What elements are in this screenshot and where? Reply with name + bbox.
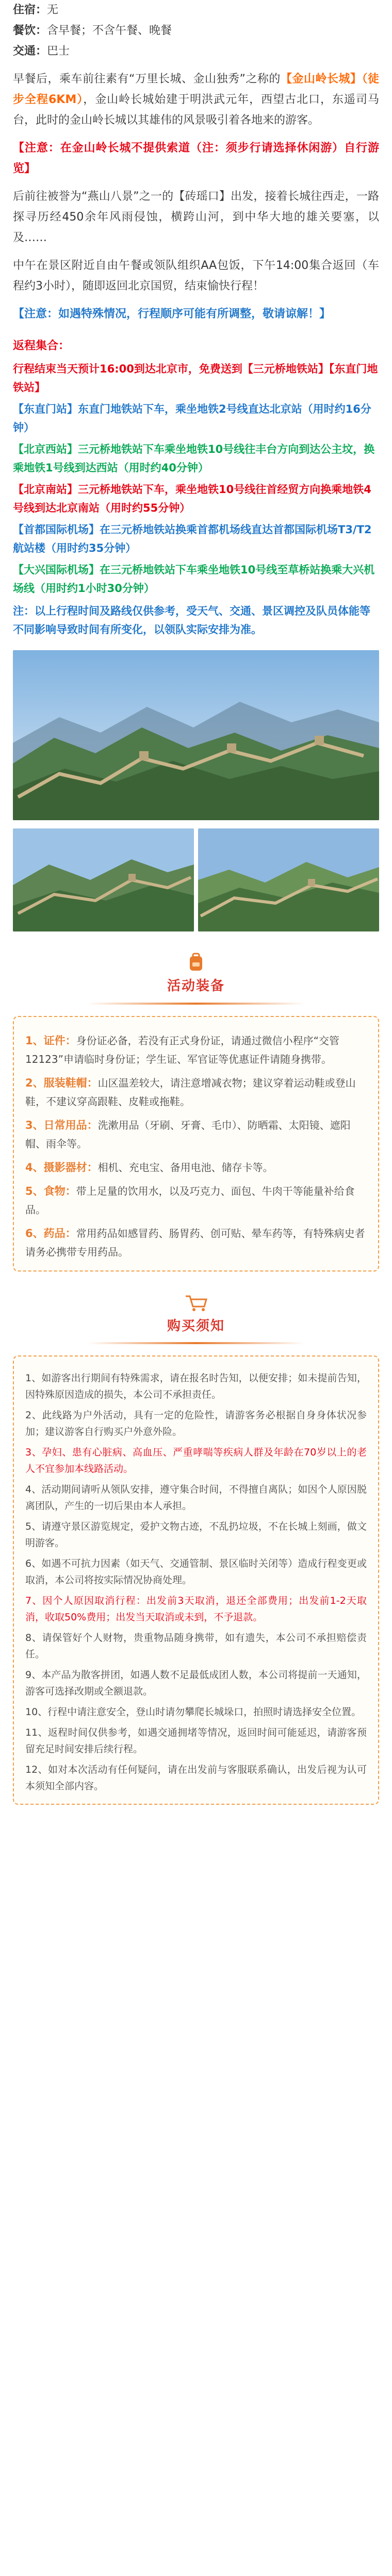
return-notice-tip: 注：以上行程时间及路线仅供参考，受天气、交通、景区调控及队员体能等不同影响导致时间有所变化，以领队实际安排为准。 [13,605,370,636]
prep-item-text: 洗漱用品（牙刷、牙膏、毛巾）、防晒霜、太阳镜、遮阳帽、雨伞等。 [25,1118,351,1150]
rule-item: 8、请保管好个人财物，贵重物品随身携带，如有遗失，本公司不承担赔偿责任。 [25,1632,367,1660]
prep-item-label: 4、摄影器材： [25,1161,98,1174]
prep-item-label: 5、食物： [25,1184,76,1197]
prep-item [25,1116,367,1153]
rule-item: 10、行程中请注意安全，登山时请勿攀爬长城垛口，拍照时请选择安全位置。 [25,1706,362,1718]
info-lodging [13,0,379,21]
info-meals-value: 含早餐；不含午餐、晚餐 [47,24,172,37]
rule-item: 7、因个人原因取消行程：出发前3天取消，退还全部费用；出发前1-2天取消，收取50%费用；出发当天取消或未到，不予退款。 [25,1595,367,1623]
prep-item-text: 常用药品如感冒药、肠胃药、创可贴、晕车药等，有特殊病史者请务必携带专用药品。 [25,1227,365,1258]
prep-item-label: 2、服装鞋帽： [25,1076,98,1089]
great-wall-photo-row [13,828,379,931]
info-lodging-key: 住宿： [13,4,47,16]
rule-item: 3、孕妇、患有心脏病、高血压、严重哮喘等疾病人群及年龄在70岁以上的老人不宜参加本线路活动。 [25,1447,367,1475]
prep-item-label: 3、日常用品： [25,1118,98,1131]
prep-item [25,1031,367,1069]
rule-item: 2、此线路为户外活动，具有一定的危险性，请游客务必根据自身身体状况参加；建议游客自行购买户外意外险。 [25,1410,367,1437]
return-notice-item: 【北京南站】三元桥地铁站下车，乘坐地铁10号线往首经贸方向换乘地铁4号线到达北京南站（用时约55分钟） [13,483,371,514]
rule-item: 9、本产品为散客拼团，如遇人数不足最低成团人数，本公司将提前一天通知，游客可选择改期或全额退款。 [25,1669,367,1697]
rules-section-divider [88,1342,304,1344]
prep-item-text: 带上足量的饮用水，以及巧克力、面包、牛肉干等能量补给食品。 [25,1184,355,1216]
info-transport-key: 交通： [13,45,47,58]
prep-item-text: 身份证必备，若没有正式身份证，请通过微信小程序“交管12123”申请临时身份证；学生证、军官证等优惠证件请随身携带。 [25,1034,339,1065]
rule-item: 4、活动期间请听从领队安排，遵守集合时间，不得擅自离队；如因个人原因脱离团队，产生的一切后果由本人承担。 [25,1484,367,1512]
prep-item-text: 山区温差较大，请注意增减衣物；建议穿着运动鞋或登山鞋，不建议穿高跟鞋、皮鞋或拖鞋。 [25,1076,356,1108]
info-meals-key: 餐饮： [13,24,47,37]
intro-paragraph-2 [13,138,379,179]
prep-section-header [13,952,379,1005]
prep-section-divider [88,1003,304,1005]
prep-item [25,1074,367,1111]
return-notice-title: 返程集合： [13,340,70,352]
intro-p2a: 【注意：在金山岭长城不提供索道 [13,142,190,155]
prep-item-label: 6、药品： [25,1227,76,1240]
return-notice-item: 【大兴国际机场】在三元桥地铁站下车乘坐地铁10号线至草桥站换乘大兴机场线（用时约1小时30分钟） [13,564,375,595]
rule-item: 11、返程时间仅供参考，如遇交通拥堵等情况，返回时间可能延迟，请游客预留充足时间安排后续行程。 [25,1727,367,1755]
rule-item: 1、如游客出行期间有特殊需求，请在报名时告知，以便安排；如未提前告知，因特殊原因造成的损失，本公司不承担责任。 [25,1372,367,1400]
intro-p2c: 休闲游）自行游览】 [13,142,379,175]
intro-paragraph-4: 中午在景区附近自由午餐或领队组织AA包饭，下午14:00集合返回（车程约3小时），随即返回北京国贸，结束愉快行程！ [13,259,379,293]
cart-icon [181,1292,211,1313]
prep-section-title: 活动装备 [167,978,225,994]
intro-p1c: ，金山岭长城始建于明洪武元年，西望古北口，东遥司马台，此时的金山岭长城以其雄伟的风景吸引着各地来的游客。 [13,93,379,127]
prep-item [25,1182,367,1219]
rules-box [13,1355,379,1805]
intro-p1b: 【金山岭长城】（徒步全程6KM） [13,73,379,106]
prep-item [25,1158,367,1177]
prep-item-text: 相机、充电宝、备用电池、储存卡等。 [97,1161,273,1174]
great-wall-photo-left [13,828,194,931]
return-notice-item: 【北京西站】三元桥地铁站下车乘坐地铁10号线往丰台方向到达公主坟，换乘地铁1号线到达西站（用时约40分钟） [13,443,375,474]
great-wall-photo-right [198,828,379,931]
intro-paragraph-1 [13,69,379,131]
info-lodging-value: 无 [47,4,59,16]
rule-item: 6、如遇不可抗力因素（如天气、交通管制、景区临时关闭等）造成行程变更或取消，本公司将按实际情况协商处理。 [25,1558,367,1586]
return-notice-item: 【首都国际机场】在三元桥地铁站换乘首都机场线直达首都国际机场T3/T2航站楼（用时约35分钟） [13,523,372,554]
intro-p1a: 早餐后，乘车前往素有“万里长城、金山独秀”之称的 [13,73,281,86]
rules-section-header [13,1292,379,1345]
rules-section-title: 购买须知 [167,1318,225,1334]
rule-item: 12、如对本次活动有任何疑问，请在出发前与客服联系确认，出发后视为认可本须知全部内容。 [25,1764,367,1792]
intro-p2b: （注：须步行请选择 [190,142,297,155]
great-wall-photo-large [13,650,379,820]
info-meals [13,21,379,41]
return-notice-item: 行程结束当天预计16:00到达北京市，免费送到【三元桥地铁站】【东直门地铁站】 [13,363,378,394]
info-transport-value: 巴士 [47,45,70,58]
prep-item [25,1224,367,1261]
prep-box [13,1016,379,1272]
intro-paragraph-5: 【注意：如遇特殊情况，行程顺序可能有所调整，敬请谅解！】 [13,308,331,320]
prep-item-label: 1、证件： [25,1034,76,1047]
rule-item: 5、请遵守景区游览规定，爱护文物古迹，不乱扔垃圾，不在长城上刻画，做文明游客。 [25,1521,367,1549]
info-transport [13,41,379,62]
backpack-icon [181,952,211,973]
return-notice-item: 【东直门站】东直门地铁站下车，乘坐地铁2号线直达北京站（用时约16分钟） [13,403,371,434]
intro-paragraph-3: 后前往被誉为“燕山八景”之一的【砖瑶口】出发，接着长城往西走，一路探寻历经450余年风雨侵蚀，横跨山河，到中华大地的雄关要塞，以及…… [13,190,379,244]
